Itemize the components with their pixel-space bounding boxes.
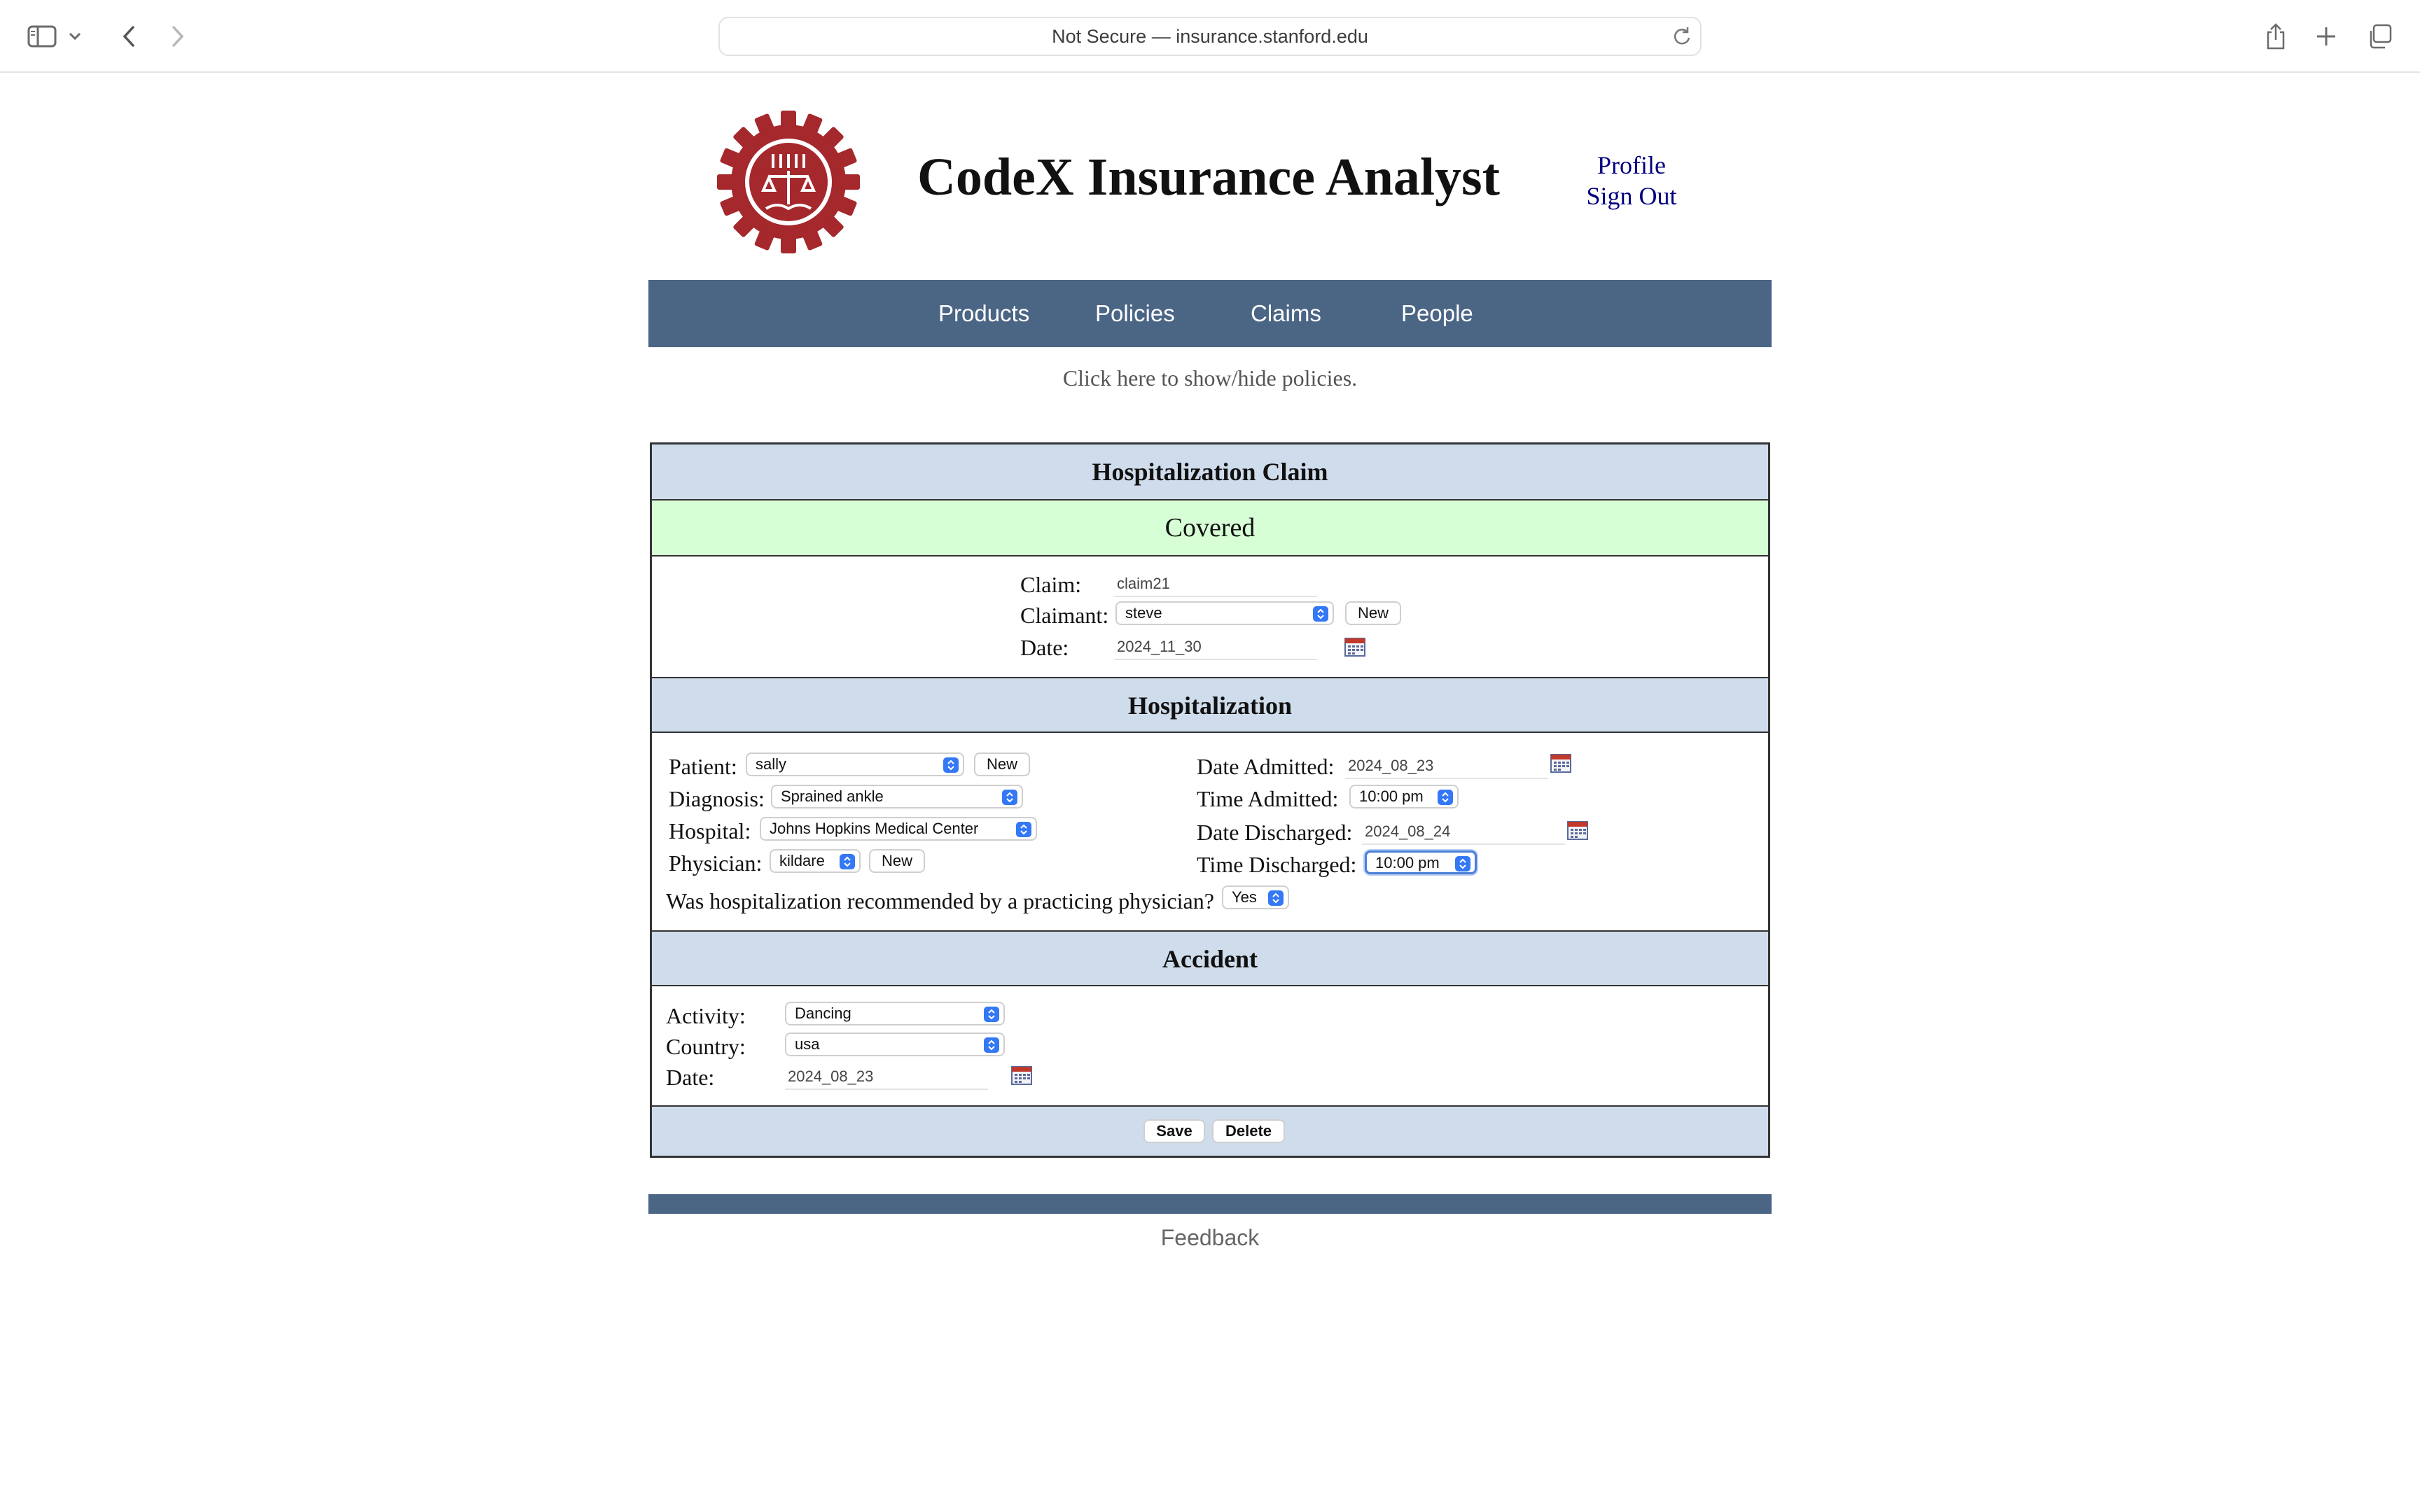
activity-label: Activity: [666, 1003, 746, 1028]
select-chevron-icon [984, 1007, 999, 1022]
sidebar-icon[interactable] [25, 20, 59, 53]
url-field[interactable] [718, 17, 1702, 56]
select-chevron-icon [1438, 790, 1453, 805]
time-discharged-select-value: 10:00 pm [1375, 854, 1440, 872]
calendar-icon[interactable] [1344, 635, 1366, 657]
hospitalization-heading: Hospitalization [652, 677, 1768, 733]
share-icon[interactable] [2259, 20, 2293, 53]
hospital-select[interactable] [760, 817, 1037, 841]
time-admitted-select-value: 10:00 pm [1359, 788, 1424, 805]
nav-policies[interactable]: Policies [1095, 300, 1175, 326]
new-physician-button[interactable]: New [869, 849, 925, 873]
date-admitted-label: Date Admitted: [1197, 754, 1335, 779]
feedback-link[interactable]: Feedback [1160, 1225, 1260, 1250]
select-chevron-icon [1455, 856, 1470, 872]
accident-date-label: Date: [666, 1065, 715, 1090]
toggle-policies-link[interactable]: Click here to show/hide policies. [1062, 365, 1358, 391]
claim-field[interactable]: claim21 [1114, 570, 1317, 597]
footer-bar [648, 1194, 1772, 1214]
calendar-icon[interactable] [1550, 751, 1572, 774]
select-chevron-icon [840, 854, 855, 869]
accident-date-field[interactable]: 2024_08_23 [785, 1063, 988, 1090]
select-chevron-icon [1016, 822, 1031, 837]
diagnosis-select[interactable] [771, 785, 1023, 808]
date-admitted-field[interactable]: 2024_08_23 [1345, 752, 1548, 779]
save-button[interactable]: Save [1143, 1119, 1205, 1143]
action-bar [652, 1105, 1768, 1156]
patient-select[interactable] [746, 752, 964, 776]
date-discharged-field[interactable]: 2024_08_24 [1362, 818, 1565, 845]
time-admitted-select[interactable] [1349, 785, 1459, 808]
main-nav [648, 280, 1772, 347]
nav-people[interactable]: People [1401, 300, 1473, 326]
time-discharged-label: Time Discharged: [1197, 852, 1357, 877]
calendar-icon[interactable] [1010, 1063, 1033, 1086]
activity-select-value: Dancing [795, 1004, 851, 1022]
claimant-select[interactable] [1115, 601, 1334, 625]
accident-heading: Accident [652, 930, 1768, 986]
physician-label: Physician: [669, 850, 763, 876]
select-chevron-icon [1313, 606, 1328, 622]
chevron-down-icon[interactable] [64, 20, 85, 53]
select-chevron-icon [1002, 790, 1017, 805]
nav-products[interactable]: Products [938, 300, 1030, 326]
tabs-overview-icon[interactable] [2363, 20, 2396, 53]
profile-link[interactable]: Profile [1597, 151, 1666, 179]
delete-button[interactable]: Delete [1212, 1119, 1285, 1143]
new-tab-icon[interactable] [2309, 20, 2343, 53]
time-admitted-label: Time Admitted: [1197, 786, 1339, 811]
hospitalization-claim-form [650, 442, 1770, 1158]
scales-of-justice-gear-logo [717, 111, 860, 253]
new-claimant-button[interactable]: New [1345, 601, 1401, 625]
country-select[interactable] [785, 1032, 1005, 1056]
patient-select-value: sally [756, 755, 787, 773]
physician-select[interactable] [770, 849, 861, 873]
patient-label: Patient: [669, 754, 737, 779]
calendar-icon[interactable] [1566, 818, 1589, 841]
select-chevron-icon [1268, 890, 1284, 906]
back-icon[interactable] [112, 20, 146, 53]
browser-toolbar [0, 0, 2420, 73]
url-text: Not Secure — insurance.stanford.edu [1052, 25, 1368, 47]
recommended-question-label: Was hospitalization recommended by a practicing physician? [666, 888, 1214, 913]
claim-heading: Hospitalization Claim [652, 444, 1768, 500]
new-patient-button[interactable]: New [974, 752, 1030, 776]
physician-select-value: kildare [779, 852, 825, 869]
reload-icon[interactable] [1671, 25, 1693, 48]
claim-date-field[interactable]: 2024_11_30 [1114, 634, 1317, 660]
hospital-select-value: Johns Hopkins Medical Center [770, 820, 979, 837]
select-chevron-icon [984, 1037, 999, 1053]
nav-claims[interactable]: Claims [1251, 300, 1321, 326]
diagnosis-select-value: Sprained ankle [781, 788, 884, 805]
diagnosis-label: Diagnosis: [669, 786, 765, 811]
time-discharged-select[interactable] [1365, 850, 1477, 874]
hospital-label: Hospital: [669, 818, 751, 844]
country-select-value: usa [795, 1035, 820, 1053]
user-links [1569, 150, 1695, 211]
recommended-select-value: Yes [1232, 888, 1257, 906]
country-label: Country: [666, 1034, 746, 1059]
status-badge: Covered [652, 500, 1768, 556]
claimant-label: Claimant: [1020, 603, 1109, 628]
activity-select[interactable] [785, 1002, 1005, 1026]
claim-label: Claim: [1020, 572, 1082, 597]
recommended-select[interactable] [1222, 886, 1289, 909]
select-chevron-icon [943, 757, 959, 773]
claimant-select-value: steve [1125, 604, 1162, 622]
date-discharged-label: Date Discharged: [1197, 820, 1353, 845]
forward-icon[interactable] [161, 20, 195, 53]
site-title: CodeX Insurance Analyst [917, 148, 1500, 206]
claim-date-label: Date: [1020, 635, 1069, 660]
sign-out-link[interactable]: Sign Out [1586, 182, 1677, 210]
